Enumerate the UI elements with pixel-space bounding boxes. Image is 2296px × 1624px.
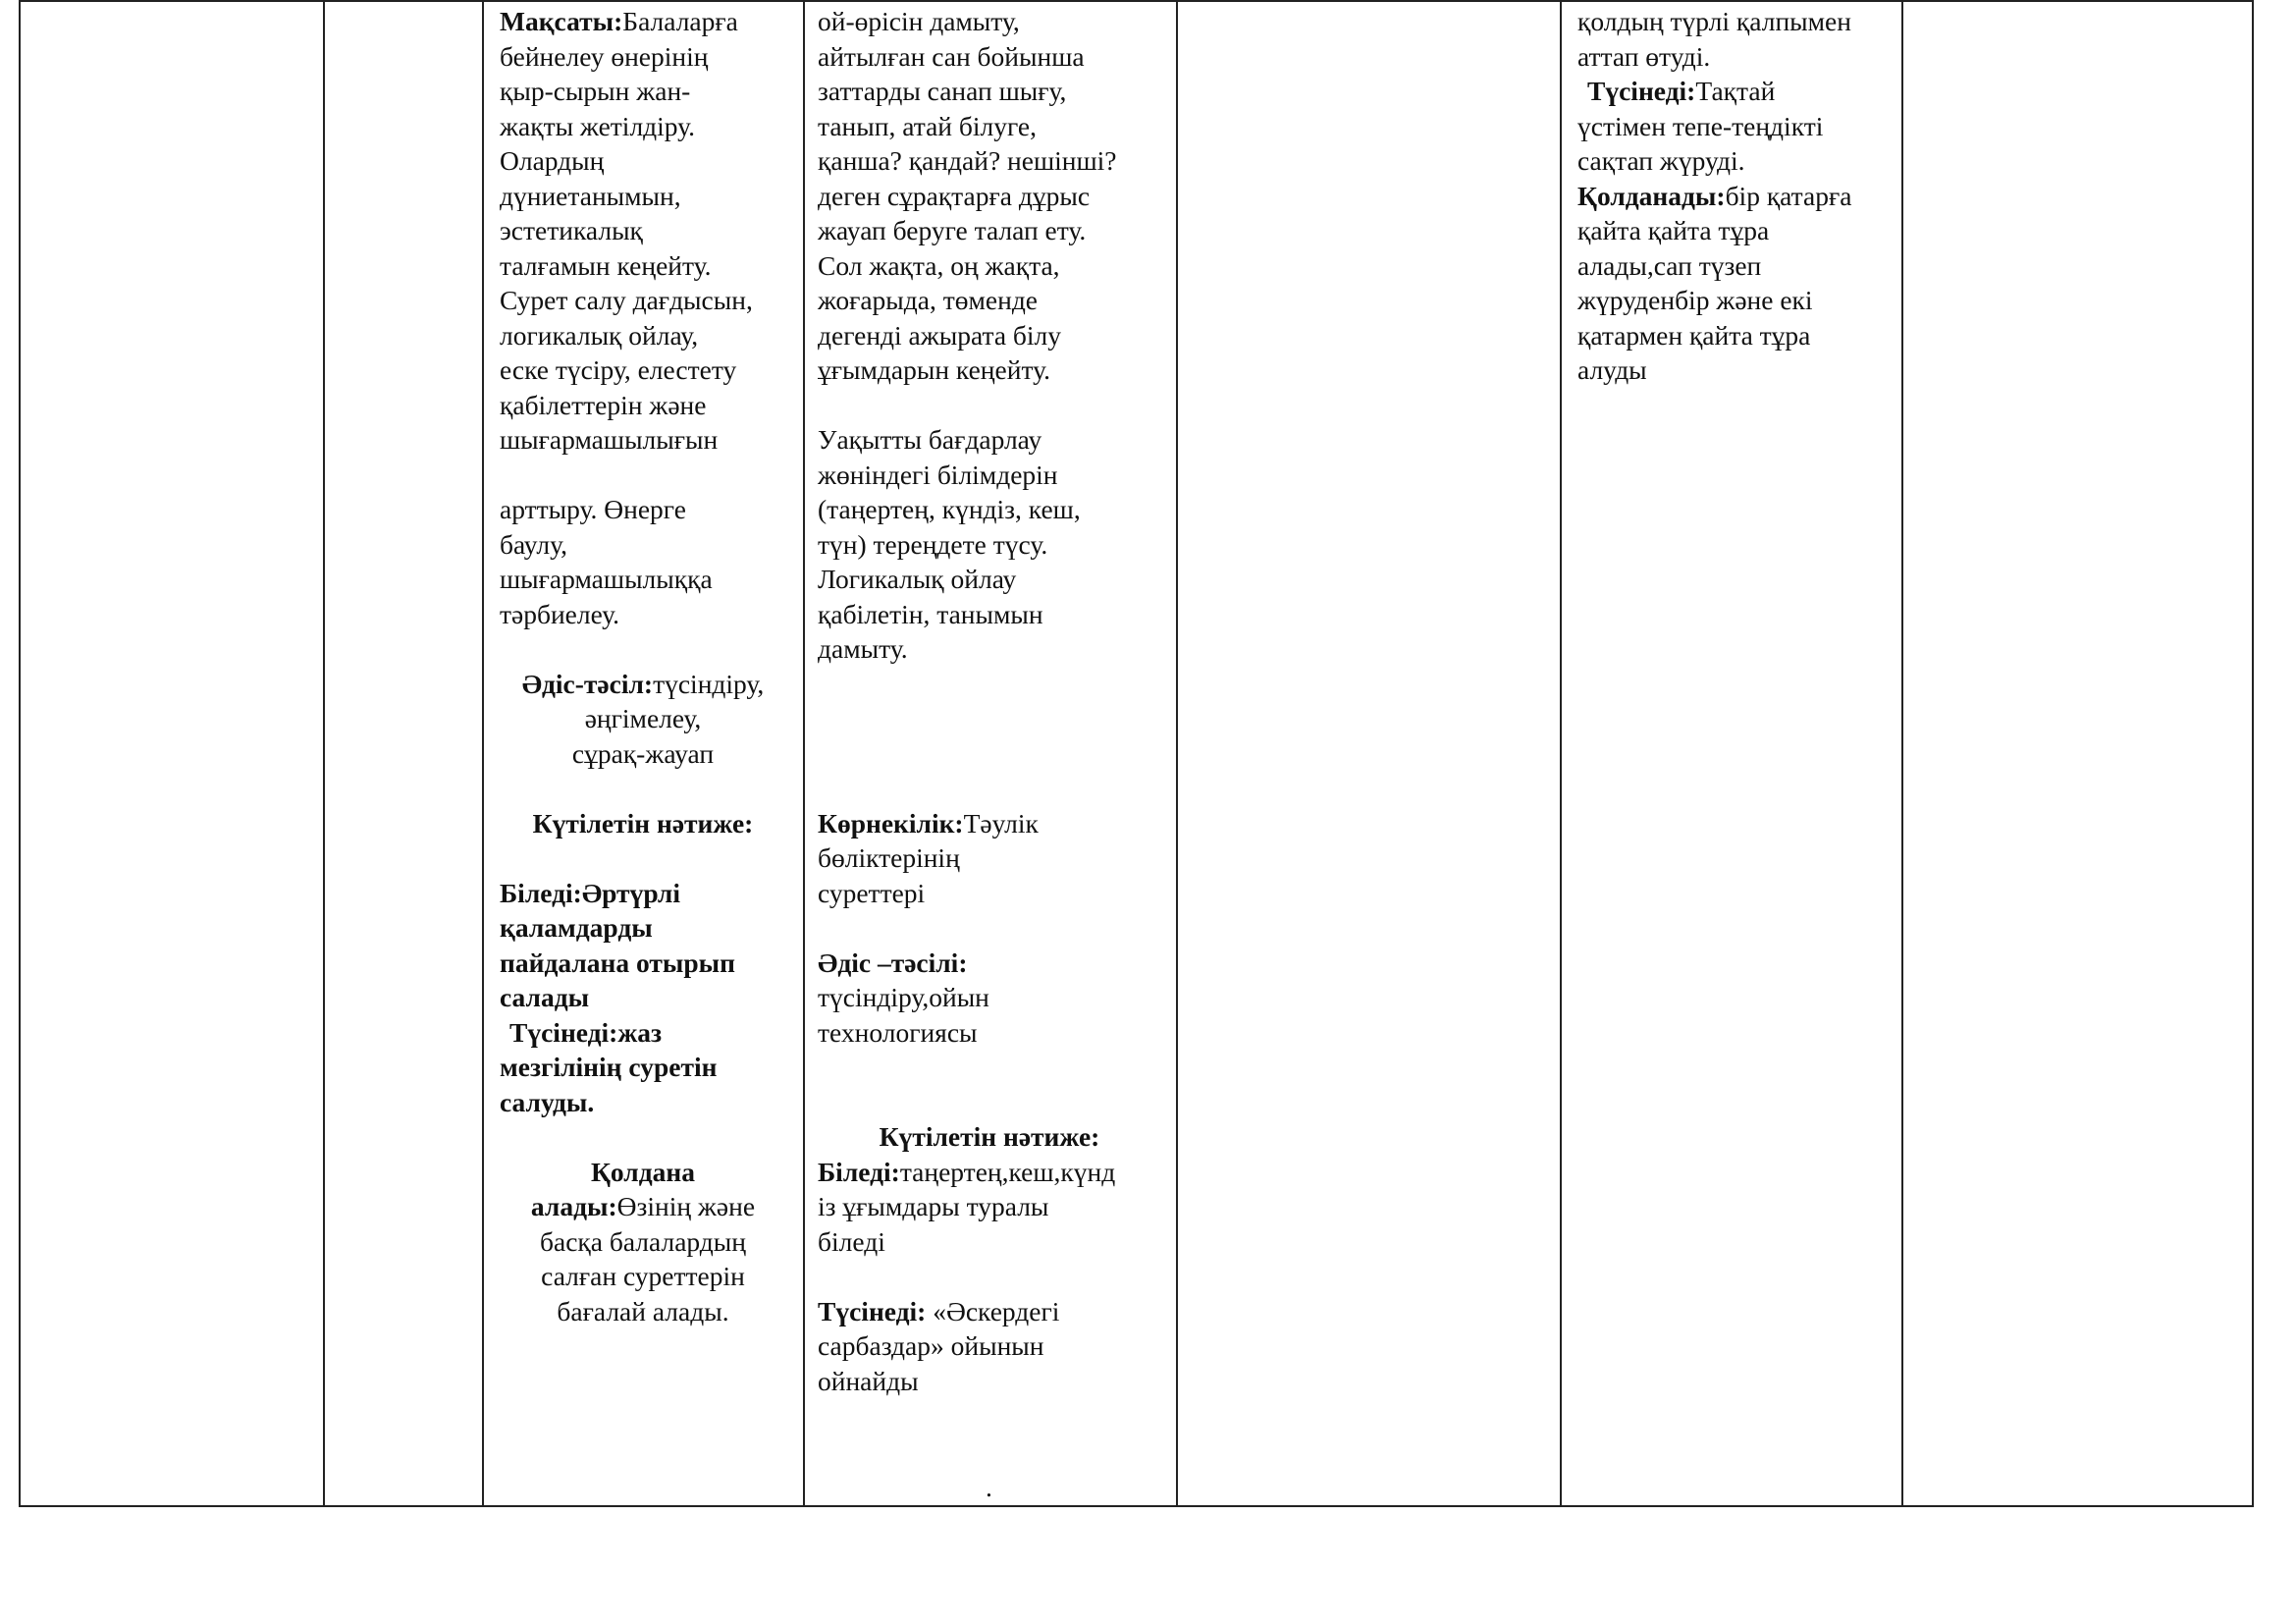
knows-text: қаламдарды [500, 912, 653, 943]
applies-label: Қолдана [590, 1156, 695, 1187]
goal-text: дамыту. [818, 633, 908, 664]
goal-label: Мақсаты: [500, 6, 623, 36]
method-text: технологиясы [818, 1016, 978, 1048]
knows-text: пайдалана отырып [500, 947, 735, 978]
goal-text: дегенді ажырата білу [818, 319, 1062, 351]
knows-text: таңертең,кеш,күнд [899, 1156, 1116, 1187]
expected-result-label: Күтілетін нәтиже: [879, 1121, 1100, 1152]
applies-label: алады: [530, 1191, 617, 1221]
goal-text: Сол жақта, оң жақта, [818, 249, 1060, 281]
column-divider [1176, 0, 1178, 1507]
method-text: түсіндіру, [653, 668, 765, 699]
understands-text: мезгілінің суретін [500, 1052, 718, 1082]
goal-text: ұғымдарын кеңейту. [818, 354, 1050, 385]
understands-text: салуды. [500, 1086, 595, 1117]
goal-text: бейнелеу өнерінің [500, 40, 709, 72]
knows-text: салады [500, 982, 590, 1012]
column-divider [1560, 0, 1562, 1507]
expected-result-heading [500, 806, 786, 841]
goal-text: қыр-сырын жан- [500, 76, 691, 106]
column-divider [323, 0, 325, 1507]
visual-aids-line [818, 806, 1161, 841]
method-line [818, 946, 1161, 981]
goal-text: талғамын кеңейту. [500, 249, 712, 281]
knows-line [500, 910, 786, 946]
applies-line [500, 1155, 786, 1190]
applies-text: қатармен қайта тұра [1577, 319, 1811, 351]
goal-text: айтылған сан бойынша [818, 40, 1085, 72]
visual-aids-text: Тәулік [963, 807, 1039, 839]
applies-text: бағалай алады. [557, 1295, 729, 1326]
goal-text: танып, атай білуге, [818, 110, 1037, 141]
applies-text: Өзінің және [616, 1191, 756, 1221]
goal-text: жақты жетілдіру. [500, 110, 696, 141]
applies-text: жүруденбір және екі [1577, 285, 1813, 315]
visual-aids-label: Көрнекілік: [818, 807, 964, 839]
goal-text: дүниетанымын, [500, 180, 681, 211]
goal-text: қанша? қандай? нешінші? [818, 145, 1117, 176]
knows-line [500, 876, 786, 911]
applies-line [1577, 179, 1890, 214]
goal-text: деген сұрақтарға дұрыс [818, 180, 1091, 211]
visual-aids-text: суреттері [818, 877, 926, 908]
cell-math-lesson [818, 4, 1161, 1398]
knows-text: із ұғымдары туралы [818, 1191, 1049, 1221]
goal-text: қолдың түрлі қалпымен [1577, 6, 1851, 36]
goal-text: аттап өтуді. [1577, 40, 1711, 72]
goal-text: арттыру. Өнерге [500, 494, 686, 524]
goal-text: баулу, [500, 528, 567, 560]
applies-label: Қолданады: [1577, 180, 1726, 211]
method-line [500, 667, 786, 702]
goal-text: еске түсіру, елестету [500, 354, 737, 385]
understands-text: жаз [617, 1016, 663, 1048]
understands-line [818, 1294, 1161, 1329]
method-text: сұрақ-жауап [571, 737, 715, 769]
goal-text: заттарды санап шығу, [818, 76, 1067, 106]
method-text: түсіндіру,ойын [818, 982, 989, 1012]
method-label: Әдіс-тәсіл: [521, 668, 654, 699]
knows-label: Біледі: [500, 877, 582, 908]
knows-text: біледі [818, 1225, 885, 1257]
understands-label: Түсінеді: [818, 1295, 927, 1326]
goal-text: қабілетін, танымын [818, 598, 1043, 629]
knows-line [818, 1155, 1161, 1190]
goal-text: қабілеттерін және [500, 389, 707, 420]
applies-text: салған суреттерін [541, 1261, 745, 1291]
knows-text: Әртүрлі [581, 877, 680, 908]
applies-line [500, 1189, 786, 1224]
understands-line [500, 1015, 786, 1051]
understands-text: ойнайды [818, 1365, 919, 1396]
column-divider [482, 0, 484, 1507]
goal-text: (таңертең, күндіз, кеш, [818, 494, 1081, 524]
cell-physical-education [1577, 4, 1890, 388]
goal-text: түн) тереңдете түсу. [818, 528, 1048, 560]
column-divider [1901, 0, 1903, 1507]
cell-art-lesson [500, 4, 786, 1328]
understands-line [500, 1085, 786, 1120]
stray-dot: . [986, 1472, 992, 1502]
knows-label: Біледі: [818, 1156, 900, 1187]
goal-line [500, 4, 786, 39]
understands-text: Тақтай [1695, 76, 1776, 106]
goal-text: Уақытты бағдарлау [818, 424, 1042, 455]
goal-text: жоғарыда, төменде [818, 285, 1039, 315]
goal-text: ой-өрісін дамыту, [818, 6, 1020, 36]
understands-line [500, 1050, 786, 1085]
goal-text: шығармашылығын [500, 424, 719, 455]
goal-text: эстетикалық [500, 215, 643, 245]
applies-text: алады,сап түзеп [1577, 249, 1762, 281]
goal-text: Балаларға [622, 6, 738, 36]
knows-line [500, 980, 786, 1015]
understands-text: «Әскердегі [926, 1295, 1060, 1326]
goal-text: Сурет салу дағдысын, [500, 285, 753, 315]
column-divider [803, 0, 805, 1507]
understands-text: сарбаздар» ойынын [818, 1330, 1044, 1361]
understands-text: үстімен тепе-теңдікті [1577, 110, 1824, 141]
expected-result-heading [818, 1119, 1161, 1155]
applies-text: бір қатарға [1725, 180, 1852, 211]
method-text: әңгімелеу, [584, 703, 702, 733]
applies-text: қайта қайта тұра [1577, 215, 1770, 245]
goal-text: Логикалық ойлау [818, 564, 1017, 594]
goal-text: жөніндегі білімдерін [818, 459, 1058, 490]
goal-text: тәрбиелеу. [500, 598, 620, 629]
applies-text: алуды [1577, 354, 1647, 385]
expected-result-label: Күтілетін нәтиже: [532, 807, 754, 839]
goal-text: Олардың [500, 145, 605, 176]
knows-line [500, 946, 786, 981]
understands-text: сақтап жүруді. [1577, 145, 1745, 176]
goal-text: шығармашылыққа [500, 564, 713, 594]
visual-aids-text: бөліктерінің [818, 842, 960, 873]
understands-line [1577, 74, 1890, 109]
method-label: Әдіс –тәсілі: [818, 947, 968, 978]
applies-text: басқа балалардың [540, 1225, 746, 1257]
understands-label: Түсінеді: [1587, 76, 1696, 106]
goal-text: логикалық ойлау, [500, 319, 699, 351]
goal-text: жауап беруге талап ету. [818, 215, 1087, 245]
understands-label: Түсінеді: [509, 1016, 618, 1048]
